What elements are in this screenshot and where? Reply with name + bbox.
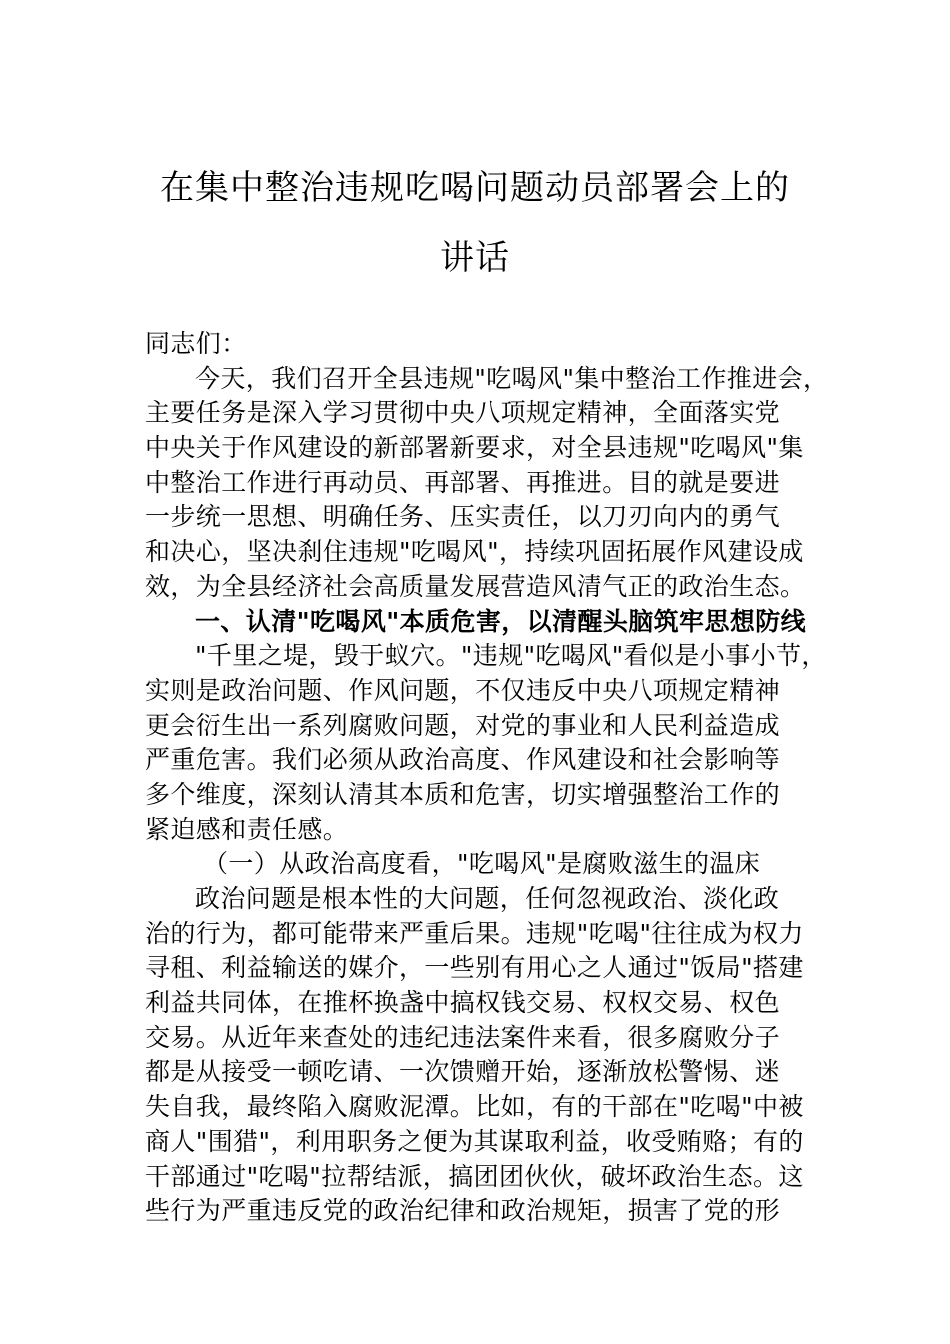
- paragraph-line: 紧迫感和责任感。: [145, 814, 349, 844]
- paragraph-line: 利益共同体，在推杯换盏中搞权钱交易、权权交易、权色: [145, 988, 781, 1018]
- paragraph-line: 治的行为，都可能带来严重后果。违规"吃喝"往往成为权力: [145, 918, 804, 948]
- paragraph-line: 寻租、利益输送的媒介，一些别有用心之人通过"饭局"搭建: [145, 953, 804, 983]
- paragraph-line: 中整治工作进行再动员、再部署、再推进。目的就是要进: [145, 467, 781, 497]
- paragraph-line: 主要任务是深入学习贯彻中央八项规定精神，全面落实党: [145, 398, 781, 428]
- paragraph-line: 失自我，最终陷入腐败泥潭。比如，有的干部在"吃喝"中被: [145, 1092, 804, 1122]
- paragraph-line: 效，为全县经济社会高质量发展营造风清气正的政治生态。: [145, 571, 806, 601]
- paragraph-line: 交易。从近年来查处的违纪违法案件来看，很多腐败分子: [145, 1022, 781, 1052]
- section-heading: 一、认清"吃喝风"本质危害，以清醒头脑筑牢思想防线: [195, 606, 807, 636]
- paragraph-line: 实则是政治问题、作风问题，不仅违反中央八项规定精神: [145, 675, 781, 705]
- paragraph-line: 政治问题是根本性的大问题，任何忽视政治、淡化政: [195, 884, 780, 913]
- paragraph-line: 和决心，坚决刹住违规"吃喝风"，持续巩固拓展作风建设成: [145, 537, 804, 567]
- paragraph-line: 商人"围猎"，利用职务之便为其谋取利益，收受贿赂；有的: [145, 1126, 804, 1156]
- paragraph-line: 都是从接受一顿吃请、一次馈赠开始，逐渐放松警惕、迷: [145, 1057, 781, 1087]
- subsection-heading: （一）从政治高度看，"吃喝风"是腐败滋生的温床: [203, 849, 761, 879]
- document-body: [145, 327, 835, 1229]
- paragraph-line: 些行为严重违反党的政治纪律和政治规矩，损害了党的形: [145, 1196, 781, 1226]
- paragraph-line: 更会衍生出一系列腐败问题，对党的事业和人民利益造成: [145, 710, 781, 740]
- paragraph-line: 今天，我们召开全县违规"吃喝风"集中整治工作推进会，: [195, 363, 829, 393]
- paragraph-line: 中央关于作风建设的新部署新要求，对全县违规"吃喝风"集: [145, 433, 804, 463]
- document-title-line-2: 讲话: [440, 238, 510, 278]
- paragraph-line: "千里之堤，毁于蚁穴。"违规"吃喝风"看似是小事小节，: [195, 641, 827, 671]
- paragraph-line: 多个维度，深刻认清其本质和危害，切实增强整治工作的: [145, 779, 781, 809]
- salutation: 同志们：: [145, 329, 247, 358]
- paragraph-line: 严重危害。我们必须从政治高度、作风建设和社会影响等: [145, 745, 781, 775]
- paragraph-line: 一步统一思想、明确任务、压实责任，以刀刃向内的勇气: [145, 502, 781, 532]
- document-title-line-1: 在集中整治违规吃喝问题动员部署会上的: [160, 168, 790, 208]
- paragraph-line: 干部通过"吃喝"拉帮结派，搞团团伙伙，破坏政治生态。这: [145, 1161, 804, 1191]
